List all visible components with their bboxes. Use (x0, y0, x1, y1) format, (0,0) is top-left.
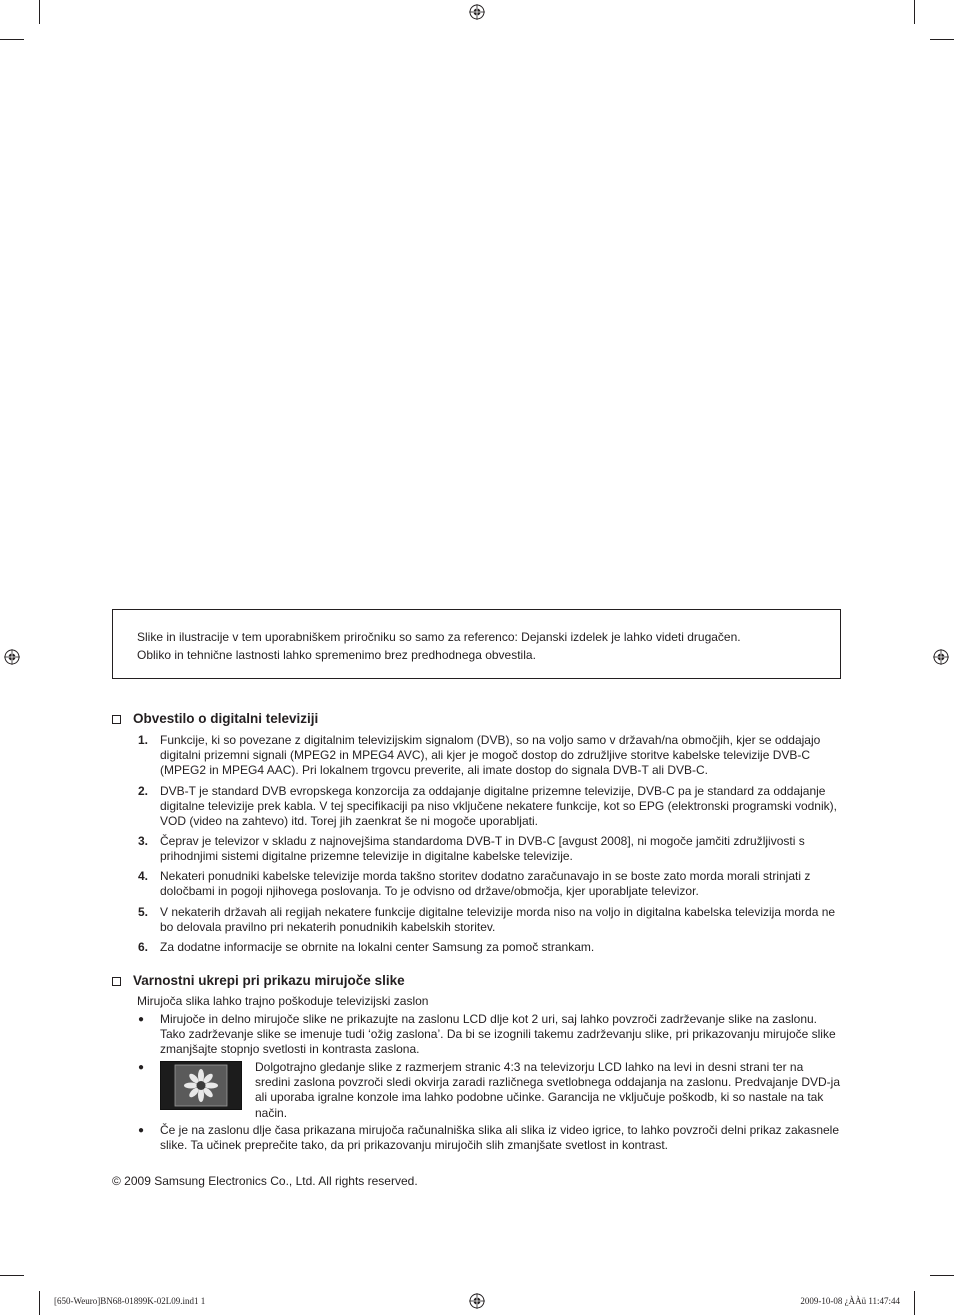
item-number: 6. (138, 940, 149, 954)
item-text: Nekateri ponudniki kabelske televizije morda takšno storitev dodatno zaračunavajo in se boste zato morda morali strinjati z določbami in pogoji njihovega poslovanja. To je odvisno od države/območja, kjer uporabljate televizor. (160, 869, 811, 899)
notice-line: Obliko in tehnične lastnosti lahko spremenimo brez predhodnega obvestila. (137, 648, 536, 662)
section-title-text: Obvestilo o digitalni televiziji (133, 711, 319, 726)
registration-mark-icon (4, 649, 20, 665)
section-title-text: Varnostni ukrepi pri prikazu mirujoče slike (133, 973, 405, 988)
footer-file-info: [650-Weuro]BN68-01899K-02L09.ind1 1 (54, 1296, 206, 1306)
bullet-icon: ● (138, 1062, 145, 1073)
item-text: Mirujoče in delno mirujoče slike ne prikazujte na zaslonu LCD dlje kot 2 uri, saj lahko povzroči zadrževanje slike na zaslonu. Tako zadrževanje slike se imenuje tudi ‘ožig zaslona’. Da bi se izognili takemu zadrževanju slike, pri prikazovanju mirujoče slike zmanjšajte stopnjo svetlosti in kontrasta zaslona. (160, 1012, 836, 1057)
item-number: 3. (138, 834, 149, 848)
notice-line: Slike in ilustracije v tem uporabniškem priročniku so samo za referenco: Dejanski izdelek je lahko videti drugačen. (137, 630, 741, 644)
tv-screen-illustration (160, 1061, 242, 1110)
crop-mark (0, 39, 24, 40)
item-text: Čeprav je televizor v skladu z najnovejšima standardoma DVB-T in DVB-C [avgust 2008], ni mogoče jamčiti združljivosti s prihodnjimi sistemi digitalne prizemne televizije in digitalne kabelske televizije. (160, 834, 805, 864)
registration-mark-icon (933, 649, 949, 665)
section-title (112, 711, 318, 727)
crop-mark (39, 0, 40, 24)
bullet-icon: ● (138, 1014, 145, 1025)
item-text: Funkcije, ki so povezane z digitalnim televizijskim signalom (DVB), so na voljo samo v državah/na območjih, kjer se oddajajo digitalni prizemni signali (MPEG2 in MPEG4 AVC), ali kjer je mogoč dostop do združljive storitve kabelske televizije DVB-C (MPEG2 in MPEG4 AAC). Pri lokalnem trgovcu preverite, ali imate dostop do signala DVB-T ali DVB-C. (160, 733, 821, 778)
item-number: 1. (138, 733, 149, 747)
registration-mark-icon (469, 1293, 485, 1309)
item-number: 5. (138, 905, 149, 919)
crop-mark (0, 1275, 24, 1276)
checkbox-icon (112, 977, 121, 986)
section-intro: Mirujoča slika lahko trajno poškoduje televizijski zaslon (137, 994, 429, 1008)
item-text: Če je na zaslonu dlje časa prikazana mirujoča računalniška slika ali slika iz video igrice, to lahko povzroči delni prikaz zakasnele slike. Ta učinek preprečite tako, da pri prikazovanju mirujočih slih zmanjšate svetlost in kontrast. (160, 1123, 840, 1153)
bullet-icon: ● (138, 1125, 145, 1136)
crop-mark (914, 0, 915, 24)
crop-mark (914, 1291, 915, 1315)
crop-mark (930, 1275, 954, 1276)
footer-timestamp: 2009-10-08 ¿ÀÀü 11:47:44 (800, 1296, 900, 1306)
crop-mark (930, 39, 954, 40)
item-text: Dolgotrajno gledanje slike z razmerjem stranic 4:3 na televizorju LCD lahko na levi in desni strani ter na sredini zaslona povzroči sledi okvirja zaradi različnega svetlobnega oddajanja na zaslonu. Predvajanje DVD-ja ali uporaba igralne konzole ima lahko podobne učinke. Garancija ne vključuje poškodb, ki so nastale na tak način. (255, 1060, 840, 1120)
item-text: DVB-T je standard DVB evropskega konzorcija za oddajanje digitalne prizemne televizije, DVB-C pa je standard za oddajanje digitalne televizije prek kabla. V tej specifikaciji pa niso vključene nekatere funkcije, kot so EPG (elektronski programski vodnik), VOD (video na zahtevo) itd. Torej jih zaenkrat še ni mogoče uporabljati. (160, 784, 837, 829)
registration-mark-icon (469, 4, 485, 20)
checkbox-icon (112, 715, 121, 724)
item-number: 2. (138, 784, 149, 798)
item-text: Za dodatne informacije se obrnite na lokalni center Samsung za pomoč strankam. (160, 940, 595, 954)
flower-image-icon (161, 1062, 241, 1109)
crop-mark (39, 1291, 40, 1315)
section-title (112, 973, 405, 989)
item-text: V nekaterih državah ali regijah nekatere funkcije digitalne televizije morda niso na voljo in digitalna kabelska televizija morda ne bo delovala pravilno pri nekaterih ponudnikih kabelskih storitev. (160, 905, 836, 935)
item-number: 4. (138, 869, 149, 883)
copyright-text: © 2009 Samsung Electronics Co., Ltd. All rights reserved. (112, 1174, 418, 1188)
notice-box (112, 609, 841, 679)
